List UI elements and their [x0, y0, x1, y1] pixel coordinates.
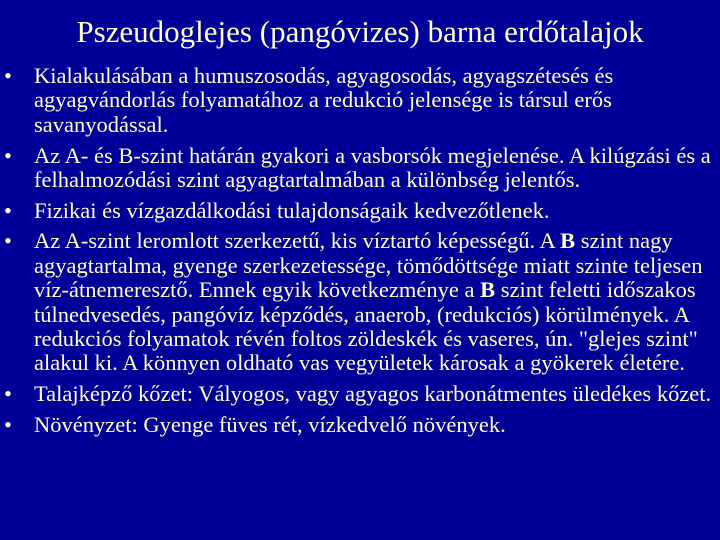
- list-item: [0, 382, 720, 406]
- list-item: [0, 199, 720, 223]
- bullet-text: Növényzet: Gyenge füves rét, vízkedvelő növények.: [34, 411, 506, 437]
- list-item: [0, 413, 720, 437]
- bullet-text: Fizikai és vízgazdálkodási tulajdonságaik kedvezőtlenek.: [34, 197, 550, 223]
- bullet-icon: •: [4, 63, 12, 88]
- bullet-text: Talajképző kőzet: Vályogos, vagy agyagos karbonátmentes üledékes kőzet.: [34, 381, 712, 407]
- bullet-icon: •: [4, 381, 12, 407]
- bullet-text: Kialakulásában a humuszosodás, agyagosodás, agyagszétesés és agyagvándorlás folyamatához a redukció jelensége is társul erős savanyodással.: [34, 63, 614, 137]
- bullet-text: Az A-szint leromlott szerkezetű, kis víztartó képességű. A B szint nagy agyagtartalma, gyenge szerkezetessége, tömődöttsége miatt szinte teljesen víz-átnemeresztő. Ennek egyik következménye a B szint feletti időszakos túlnedvesedés, pangóvíz képződés, anaerob, (redukciós) körülmények. A redukciós folyamatok révén foltos zöldeskék és vaseres, ún. "glejes szint" alakul ki. A könnyen oldható vas vegyületek károsak a gyökerek életére.: [34, 228, 703, 376]
- list-item: [0, 144, 720, 193]
- bullet-icon: •: [4, 142, 12, 168]
- bullet-text: Az A- és B-szint határán gyakori a vasborsók megjelenése. A kilúgzási és a felhalmozódási szint agyagtartalmában a különbség jelentős.: [34, 142, 711, 192]
- slide-title: Pszeudoglejes (pangóvizes) barna erdőtalajok: [76, 14, 644, 49]
- bullet-icon: •: [4, 197, 12, 223]
- bullet-icon: •: [4, 228, 12, 254]
- bullet-list: [0, 64, 720, 443]
- bullet-icon: •: [4, 411, 12, 437]
- list-item: [0, 64, 720, 137]
- list-item: [0, 229, 720, 375]
